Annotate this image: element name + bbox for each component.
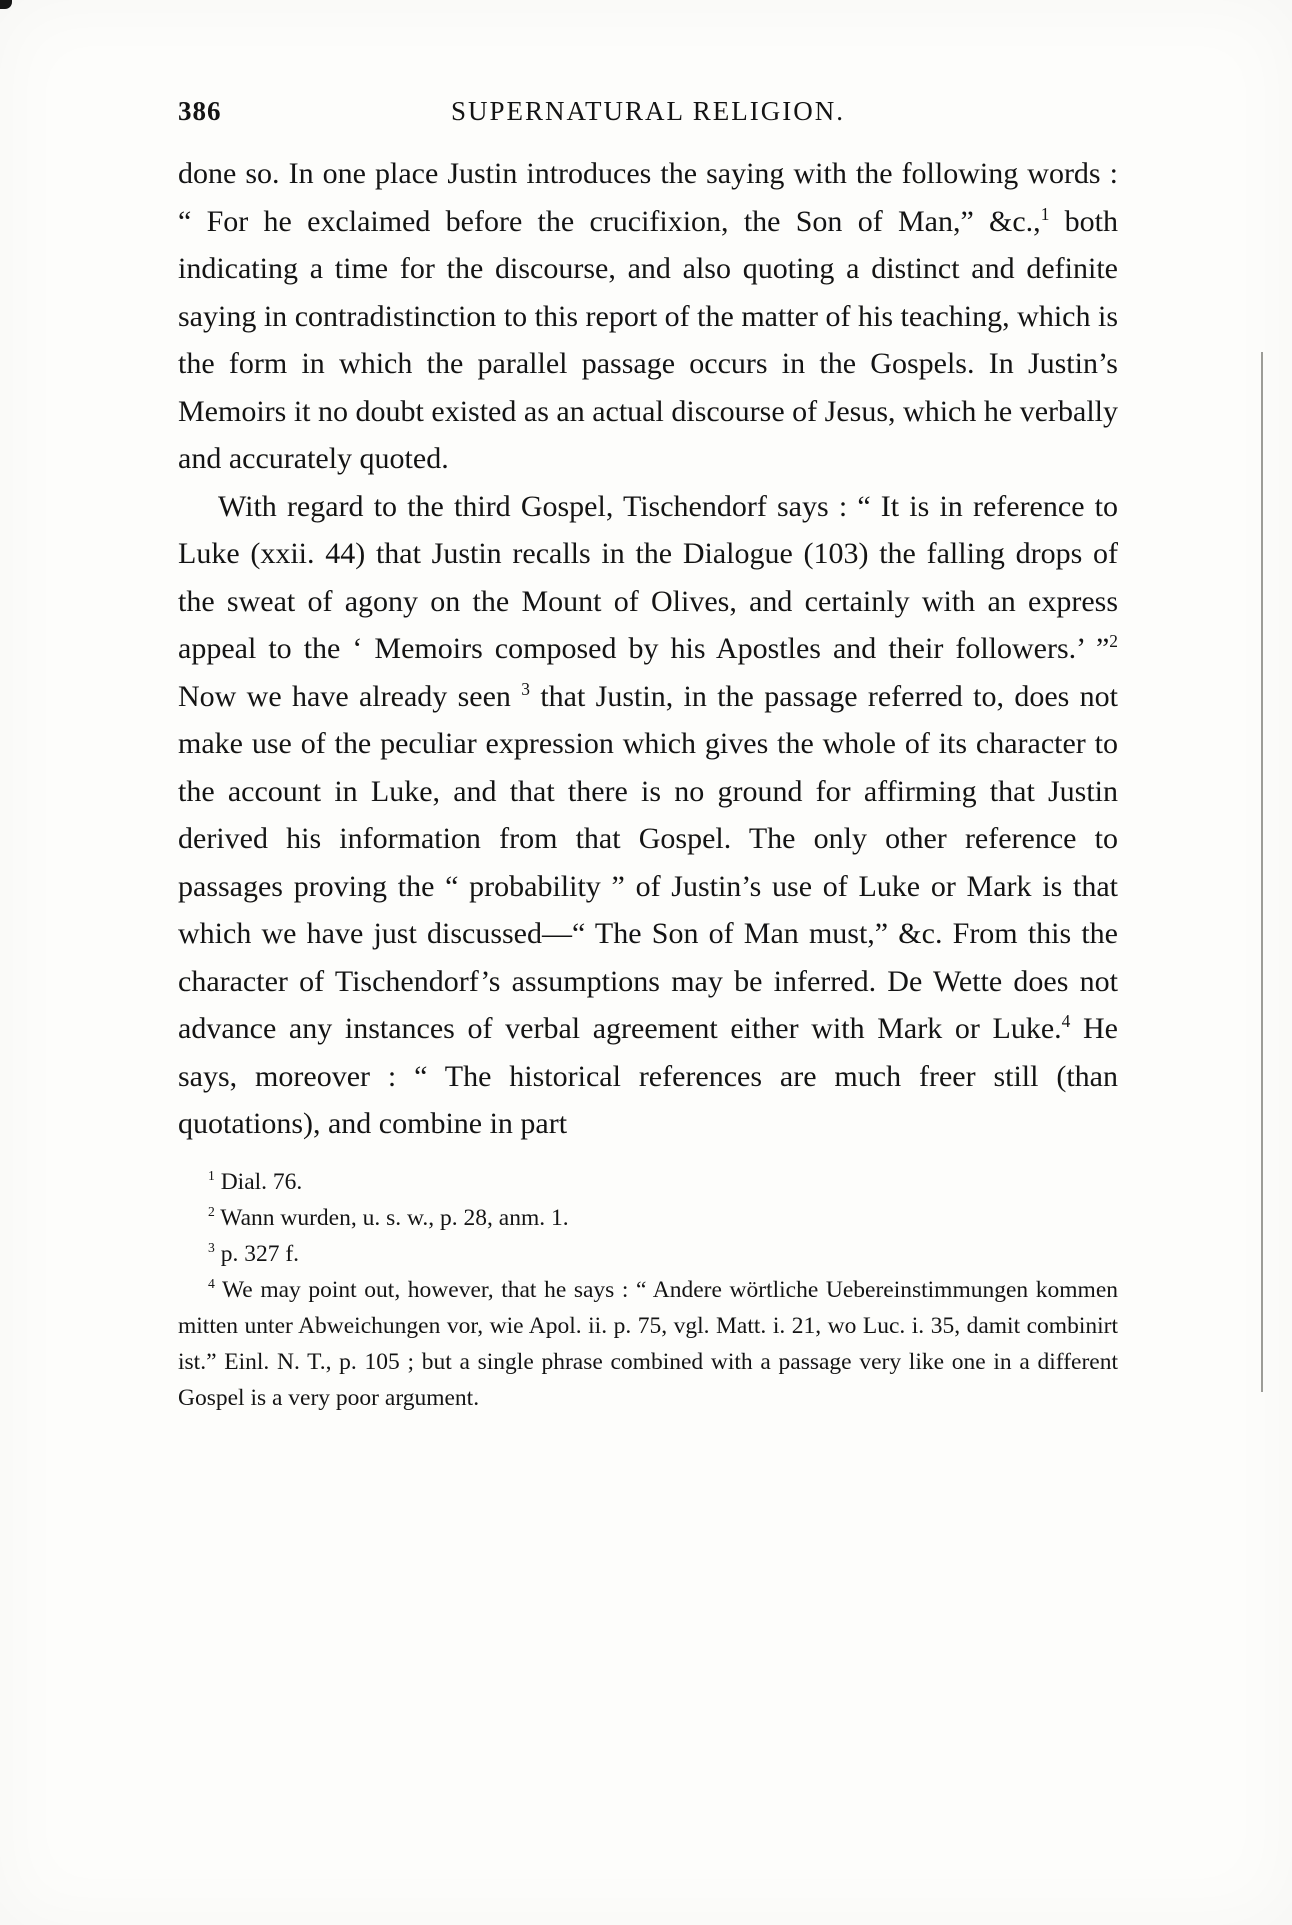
footnote-2	[178, 1200, 1118, 1236]
paragraph-1	[178, 150, 1118, 483]
footnote-marker-2: 2	[208, 1203, 215, 1219]
page-number: 386	[178, 96, 222, 126]
footnote-ref-3: 3	[521, 678, 530, 699]
text-run: With regard to the third Gospel, Tischendorf says : “ It is in reference to Luke (xxii. 44) that Justin recalls in the Dialogue (103) the falling drops of the sweat of agony on the Mount of Olives, and certainly with an express appeal to the ‘ Memoirs composed by his Apostles and their followers.’ ”	[178, 489, 1118, 665]
text-run: He says, moreover : “ The historical references are much freer still (than quotations), and combine in part	[178, 1012, 1118, 1140]
footnote-ref-4: 4	[1061, 1011, 1071, 1031]
paragraph-2	[178, 483, 1118, 1148]
body-text-block	[178, 150, 1118, 1148]
text-run: that Justin, in the passage referred to, does not make use of the peculiar expression which gives the whole of its character to the account in Luke, and that there is no ground for affirming that Justin derived his information from that Gospel. The only other reference to passages proving the “ probability ” of Justin’s use of Luke or Mark is that which we have just discussed—“ The Son of Man must,” &c. From this the character of Tischendorf’s assumptions may be inferred. De Wette does not advance any instances of verbal agreement either with Mark or Luke.	[178, 679, 1118, 1045]
footnote-text: p. 327 f.	[220, 1240, 300, 1267]
page-header	[178, 96, 1118, 127]
text-run: both indicating a time for the discourse, and also quoting a distinct and definite saying in contradistinction to this report of the matter of his teaching, which is the form in which the parallel passage occurs in the Gospels. In Justin’s Memoirs it no doubt existed as an actual discourse of Jesus, which he verbally and accurately quoted.	[178, 204, 1118, 475]
footnote-text: Dial. 76.	[220, 1168, 303, 1195]
scan-corner-artifact	[0, 0, 12, 9]
footnote-ref-1: 1	[1040, 203, 1050, 224]
footnote-4	[178, 1272, 1118, 1416]
text-run: done so. In one place Justin introduces the saying with the following words : “ For he exclaimed before the crucifixion, the Son of Man,” &c.,	[178, 157, 1118, 238]
footnote-marker-1: 1	[208, 1167, 215, 1183]
footnote-marker-3: 3	[208, 1239, 215, 1255]
footnote-marker-4: 4	[208, 1275, 215, 1291]
footnote-3	[178, 1236, 1118, 1272]
scan-edge-line	[1261, 352, 1263, 1392]
page-content	[178, 150, 1118, 1416]
footnote-1	[178, 1164, 1118, 1200]
footnote-ref-2: 2	[1109, 631, 1118, 651]
running-title: SUPERNATURAL RELIGION.	[451, 96, 845, 126]
footnote-text: Wann wurden, u. s. w., p. 28, anm. 1.	[220, 1204, 569, 1231]
footnote-text: We may point out, however, that he says : “ Andere wörtliche Uebereinstimmungen kommen mitten unter Abweichungen vor, wie Apol. ii. p. 75, vgl. Matt. i. 21, wo Luc. i. 35, damit combinirt ist.” Einl. N. T., p. 105 ; but a single phrase combined with a passage very like one in a different Gospel is a very poor argument.	[178, 1276, 1119, 1411]
footnotes-section	[178, 1164, 1118, 1416]
text-run: Now we have already seen	[178, 679, 522, 713]
